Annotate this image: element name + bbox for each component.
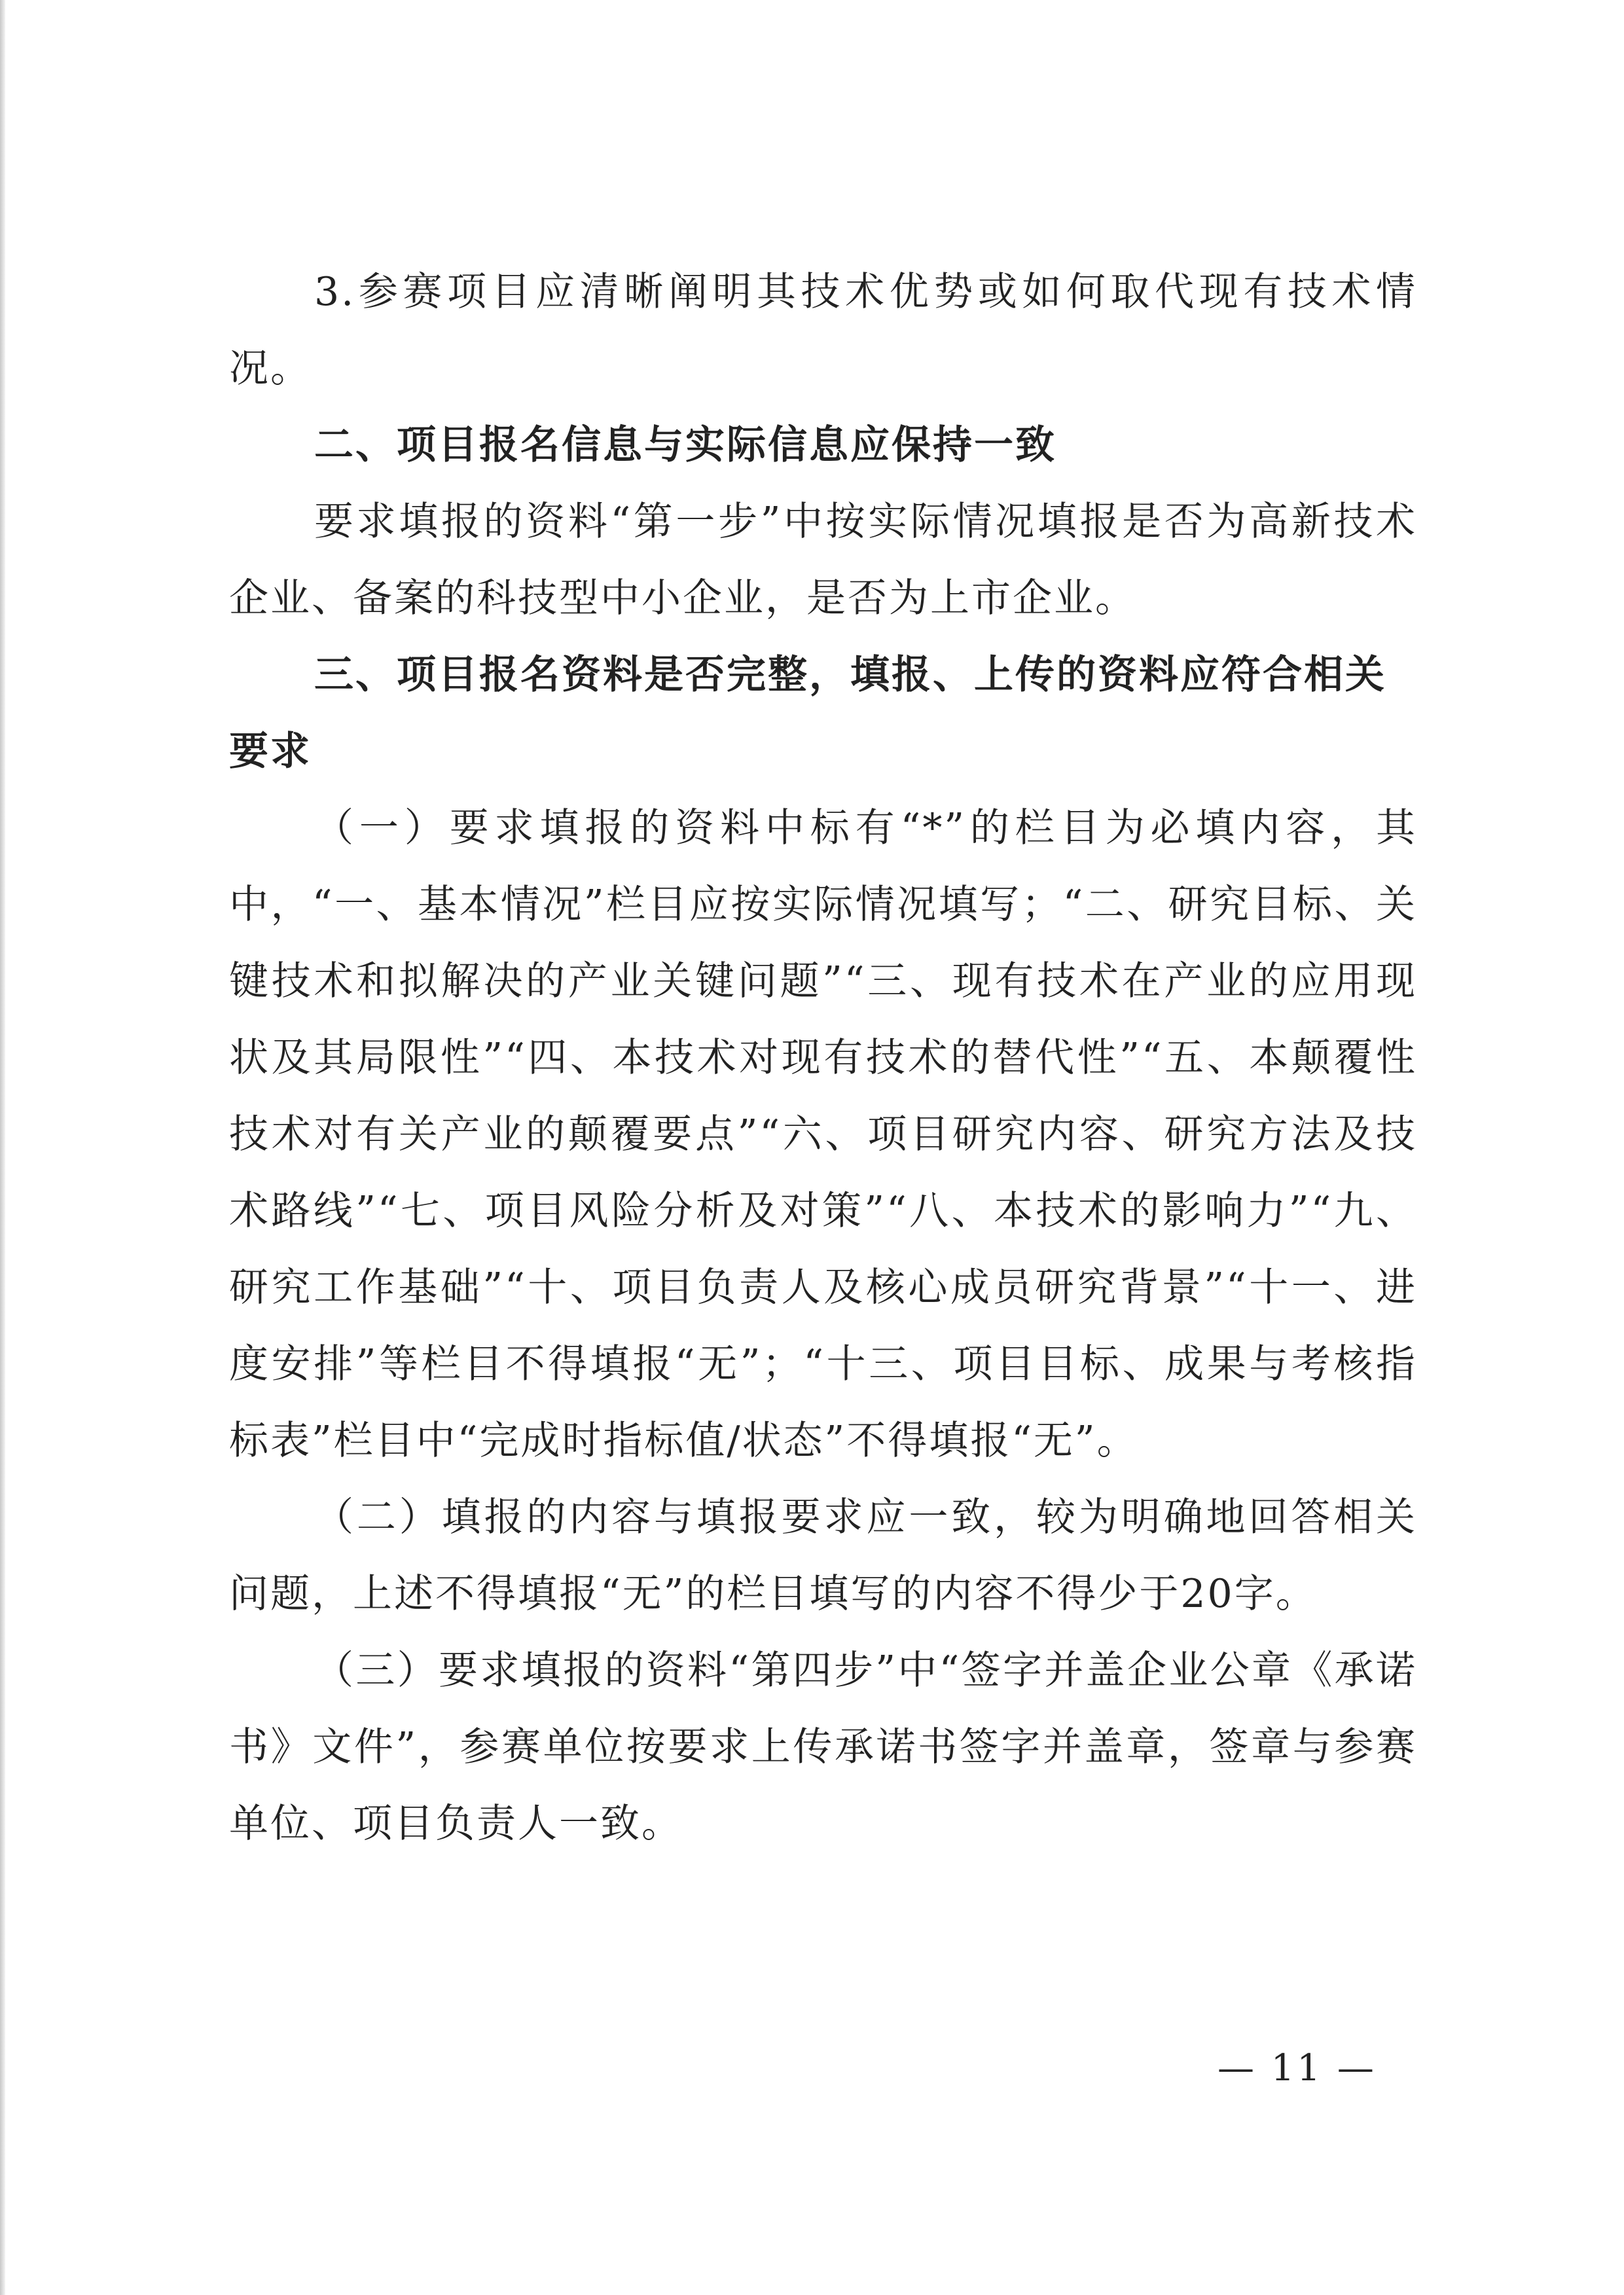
page-number: — 11 — (1218, 2047, 1377, 2089)
paragraph-commitment-letter: （三）要求填报的资料“第四步”中“签字并盖企业公章《承诺书》文件”，参赛单位按要求上传承诺书签字并盖章，签章与参赛单位、项目负责人一致。 (229, 1648, 1417, 1847)
paragraph-registration-info: 要求填报的资料“第一步”中按实际情况填报是否为高新技术企业、备案的科技型中小企业，是否为上市企业。 (229, 499, 1417, 621)
paragraph-required-fields: （一）要求填报的资料中标有“*”的栏目为必填内容，其中，“一、基本情况”栏目应按实际情况填写；“二、研究目标、关键技术和拟解决的产业关键问题”“三、现有技术在产业的应用现状及其局限性”“四、本技术对现有技术的替代性”“五、本颠覆性技术对有关产业的颠覆要点”“六、项目研究内容、研究方法及技术路线”“七、项目风险分析及对策”“八、本技术的影响力”“九、研究工作基础”“十、项目负责人及核心成员研究背景”“十一、进度安排”等栏目不得填报“无”；“十三、项目目标、成果与考核指标表”栏目中“完成时指标值/状态”不得填报“无”。 (229, 805, 1417, 1464)
paragraph-technical-advantage: 3.参赛项目应清晰阐明其技术优势或如何取代现有技术情况。 (229, 269, 1417, 391)
document-body (229, 254, 1417, 1862)
paragraph-content-requirements: （二）填报的内容与填报要求应一致，较为明确地回答相关问题，上述不得填报“无”的栏目填写的内容不得少于20字。 (229, 1494, 1417, 1617)
heading-section-three: 三、项目报名资料是否完整，填报、上传的资料应符合相关要求 (229, 652, 1386, 774)
heading-section-two: 二、项目报名信息与实际信息应保持一致 (314, 422, 1056, 468)
scan-page-edge (0, 0, 5, 2295)
